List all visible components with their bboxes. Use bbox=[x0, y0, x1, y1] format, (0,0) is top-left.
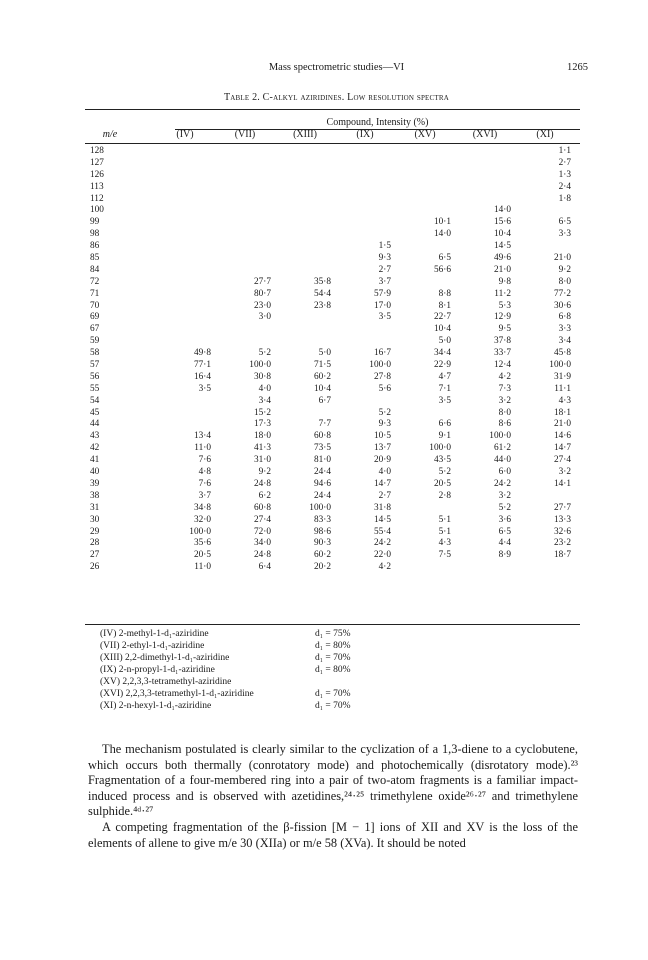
legend-compound-name: (IV) 2-methyl-1-d₁-aziridine bbox=[100, 629, 209, 639]
intensity-cell: 8·0 bbox=[498, 407, 511, 418]
intensity-cell: 60·2 bbox=[313, 550, 331, 561]
intensity-cell: 14·7 bbox=[373, 478, 391, 489]
intensity-cell: 21·0 bbox=[553, 419, 571, 430]
table-row bbox=[85, 348, 580, 360]
intensity-cell: 17·3 bbox=[253, 419, 271, 430]
intensity-cell: 9·8 bbox=[498, 276, 511, 287]
intensity-cell: 27·8 bbox=[373, 371, 391, 382]
compound-legend bbox=[100, 628, 520, 712]
mz-cell: 112 bbox=[90, 193, 104, 204]
intensity-cell: 15·2 bbox=[253, 407, 271, 418]
mz-cell: 54 bbox=[90, 395, 100, 406]
intensity-cell: 24·4 bbox=[313, 490, 331, 501]
mz-cell: 58 bbox=[90, 348, 100, 359]
intensity-cell: 18·1 bbox=[553, 407, 571, 418]
intensity-cell: 23·0 bbox=[253, 300, 271, 311]
mz-cell: 72 bbox=[90, 276, 100, 287]
intensity-cell: 3·6 bbox=[498, 514, 511, 525]
intensity-cell: 31·9 bbox=[553, 371, 571, 382]
legend-deuterium-content: d₁ = 70% bbox=[315, 701, 351, 711]
intensity-cell: 10·4 bbox=[493, 229, 511, 240]
intensity-cell: 14·5 bbox=[493, 241, 511, 252]
intensity-cell: 1·1 bbox=[558, 146, 571, 156]
intensity-cell: 23·2 bbox=[553, 538, 571, 549]
intensity-cell: 3·2 bbox=[498, 490, 511, 501]
intensity-cell: 9·5 bbox=[498, 324, 511, 335]
intensity-cell: 6·7 bbox=[318, 395, 331, 406]
legend-entry bbox=[100, 664, 520, 676]
column-header: (XIII) bbox=[293, 129, 317, 140]
mz-cell: 113 bbox=[90, 181, 104, 192]
intensity-cell: 2·7 bbox=[378, 264, 391, 275]
intensity-cell: 60·8 bbox=[313, 431, 331, 442]
table-row bbox=[85, 229, 580, 241]
intensity-cell: 4·8 bbox=[198, 467, 211, 478]
table-row bbox=[85, 479, 580, 491]
legend-entry bbox=[100, 676, 520, 688]
mz-cell: 45 bbox=[90, 407, 100, 418]
intensity-cell: 43·5 bbox=[433, 455, 451, 466]
intensity-cell: 7·6 bbox=[198, 478, 211, 489]
intensity-cell: 98·6 bbox=[313, 526, 331, 537]
intensity-cell: 27·7 bbox=[253, 276, 271, 287]
legend-entry bbox=[100, 640, 520, 652]
intensity-cell: 9·1 bbox=[438, 431, 451, 442]
legend-entry bbox=[100, 700, 520, 712]
mz-cell: 126 bbox=[90, 169, 104, 180]
intensity-cell: 72·0 bbox=[253, 526, 271, 537]
table-row bbox=[85, 336, 580, 348]
table-row bbox=[85, 515, 580, 527]
intensity-cell: 8·1 bbox=[438, 300, 451, 311]
table-row bbox=[85, 550, 580, 562]
intensity-cell: 11·0 bbox=[194, 562, 211, 573]
intensity-cell: 24·4 bbox=[313, 467, 331, 478]
intensity-cell: 2·7 bbox=[558, 157, 571, 168]
mz-cell: 59 bbox=[90, 336, 100, 347]
intensity-cell: 60·8 bbox=[253, 502, 271, 513]
intensity-cell: 3·7 bbox=[378, 276, 391, 287]
intensity-cell: 27·4 bbox=[253, 514, 271, 525]
table-row bbox=[85, 455, 580, 467]
intensity-cell: 41·3 bbox=[253, 443, 271, 454]
table-row bbox=[85, 146, 580, 158]
intensity-cell: 100·0 bbox=[369, 360, 391, 371]
table-row bbox=[85, 491, 580, 503]
intensity-cell: 13·7 bbox=[373, 443, 391, 454]
intensity-cell: 34·4 bbox=[433, 348, 451, 359]
legend-deuterium-content: d₁ = 70% bbox=[315, 653, 351, 663]
intensity-cell: 34·8 bbox=[193, 502, 211, 513]
intensity-cell: 1·3 bbox=[558, 169, 571, 180]
legend-deuterium-content: d₁ = 70% bbox=[315, 689, 351, 699]
table-row bbox=[85, 265, 580, 277]
intensity-cell: 3·3 bbox=[558, 229, 571, 240]
intensity-cell: 60·2 bbox=[313, 371, 331, 382]
table-row bbox=[85, 562, 580, 574]
table-row bbox=[85, 253, 580, 265]
paragraph: A competing fragmentation of the β-fission [M − 1] ions of XII and XV is the loss of the elements of allene to give m/e 30 (XIIa) or m/e 58 (XVa). It should be noted bbox=[88, 819, 578, 850]
intensity-cell: 3·4 bbox=[558, 336, 571, 347]
intensity-cell: 49·8 bbox=[193, 348, 211, 359]
intensity-cell: 5·0 bbox=[438, 336, 451, 347]
intensity-cell: 6·5 bbox=[438, 253, 451, 264]
page-number: 1265 bbox=[567, 62, 588, 73]
intensity-cell: 7·6 bbox=[198, 455, 211, 466]
intensity-cell: 21·0 bbox=[493, 264, 511, 275]
intensity-cell: 37·8 bbox=[493, 336, 511, 347]
intensity-cell: 100·0 bbox=[429, 443, 451, 454]
intensity-cell: 100·0 bbox=[189, 526, 211, 537]
intensity-cell: 5·3 bbox=[498, 300, 511, 311]
mz-cell: 70 bbox=[90, 300, 100, 311]
intensity-cell: 5·6 bbox=[378, 383, 391, 394]
table-row bbox=[85, 360, 580, 372]
mz-cell: 42 bbox=[90, 443, 100, 454]
intensity-cell: 11·0 bbox=[194, 443, 211, 454]
intensity-cell: 7·5 bbox=[438, 550, 451, 561]
intensity-cell: 3·5 bbox=[198, 383, 211, 394]
intensity-cell: 18·7 bbox=[553, 550, 571, 561]
body-text bbox=[88, 742, 578, 851]
mz-cell: 39 bbox=[90, 478, 100, 489]
mz-cell: 40 bbox=[90, 467, 100, 478]
intensity-cell: 12·4 bbox=[493, 360, 511, 371]
mz-cell: 67 bbox=[90, 324, 100, 335]
table-row bbox=[85, 384, 580, 396]
table-row bbox=[85, 372, 580, 384]
mz-cell: 44 bbox=[90, 419, 100, 430]
intensity-cell: 4·3 bbox=[558, 395, 571, 406]
intensity-cell: 14·7 bbox=[553, 443, 571, 454]
table-top-rule bbox=[85, 109, 580, 110]
intensity-cell: 24·8 bbox=[253, 478, 271, 489]
intensity-cell: 32·0 bbox=[193, 514, 211, 525]
intensity-cell: 11·2 bbox=[494, 288, 511, 299]
table-spanner-heading: Compound, Intensity (%) bbox=[326, 117, 429, 128]
table-header-rule bbox=[85, 143, 580, 144]
mz-cell: 27 bbox=[90, 550, 100, 561]
intensity-cell: 24·2 bbox=[493, 478, 511, 489]
intensity-cell: 14·5 bbox=[373, 514, 391, 525]
intensity-cell: 20·5 bbox=[193, 550, 211, 561]
intensity-cell: 23·8 bbox=[313, 300, 331, 311]
mz-cell: 31 bbox=[90, 502, 100, 513]
table-row bbox=[85, 312, 580, 324]
intensity-cell: 71·5 bbox=[313, 360, 331, 371]
table-row bbox=[85, 217, 580, 229]
intensity-cell: 10·5 bbox=[373, 431, 391, 442]
mz-cell: 30 bbox=[90, 514, 100, 525]
table-row bbox=[85, 431, 580, 443]
intensity-cell: 1·5 bbox=[378, 241, 391, 252]
mz-cell: 38 bbox=[90, 490, 100, 501]
table-row bbox=[85, 158, 580, 170]
mz-cell: 127 bbox=[90, 157, 104, 168]
table-row bbox=[85, 194, 580, 206]
intensity-cell: 20·5 bbox=[433, 478, 451, 489]
intensity-cell: 31·8 bbox=[373, 502, 391, 513]
intensity-cell: 3·5 bbox=[378, 312, 391, 323]
intensity-cell: 3·4 bbox=[258, 395, 271, 406]
intensity-cell: 34·0 bbox=[253, 538, 271, 549]
mz-cell: 55 bbox=[90, 383, 100, 394]
table-row bbox=[85, 503, 580, 515]
intensity-cell: 1·8 bbox=[558, 193, 571, 204]
column-header: (IX) bbox=[356, 129, 374, 140]
intensity-cell: 4·3 bbox=[438, 538, 451, 549]
intensity-cell: 9·3 bbox=[378, 253, 391, 264]
intensity-cell: 77·2 bbox=[553, 288, 571, 299]
intensity-cell: 6·5 bbox=[498, 526, 511, 537]
intensity-cell: 3·0 bbox=[258, 312, 271, 323]
legend-compound-name: (XV) 2,2,3,3-tetramethyl-aziridine bbox=[100, 677, 232, 687]
intensity-cell: 27·7 bbox=[553, 502, 571, 513]
intensity-cell: 9·3 bbox=[378, 419, 391, 430]
mz-cell: 128 bbox=[90, 146, 104, 156]
legend-deuterium-content: d₁ = 75% bbox=[315, 629, 351, 639]
intensity-cell: 16·4 bbox=[193, 371, 211, 382]
intensity-cell: 5·1 bbox=[438, 514, 451, 525]
intensity-cell: 18·0 bbox=[253, 431, 271, 442]
table-row bbox=[85, 301, 580, 313]
intensity-cell: 3·3 bbox=[558, 324, 571, 335]
running-header bbox=[85, 62, 588, 76]
column-header: (VII) bbox=[234, 129, 256, 140]
intensity-cell: 16·7 bbox=[373, 348, 391, 359]
intensity-cell: 9·2 bbox=[558, 264, 571, 275]
mz-cell: 71 bbox=[90, 288, 100, 299]
intensity-cell: 4·7 bbox=[438, 371, 451, 382]
intensity-cell: 22·7 bbox=[433, 312, 451, 323]
legend-compound-name: (XVI) 2,2,3,3-tetramethyl-1-d₁-aziridine bbox=[100, 689, 254, 699]
intensity-cell: 5·2 bbox=[258, 348, 271, 359]
intensity-cell: 6·8 bbox=[558, 312, 571, 323]
intensity-cell: 11·1 bbox=[554, 383, 571, 394]
table-row bbox=[85, 396, 580, 408]
intensity-cell: 9·2 bbox=[258, 467, 271, 478]
intensity-cell: 14·1 bbox=[553, 478, 571, 489]
intensity-cell: 100·0 bbox=[249, 360, 271, 371]
legend-deuterium-content: d₁ = 80% bbox=[315, 641, 351, 651]
intensity-cell: 100·0 bbox=[309, 502, 331, 513]
intensity-cell: 100·0 bbox=[489, 431, 511, 442]
intensity-cell: 35·8 bbox=[313, 276, 331, 287]
intensity-cell: 5·2 bbox=[378, 407, 391, 418]
intensity-cell: 30·6 bbox=[553, 300, 571, 311]
intensity-cell: 5·0 bbox=[318, 348, 331, 359]
table-row bbox=[85, 467, 580, 479]
intensity-cell: 10·4 bbox=[313, 383, 331, 394]
intensity-cell: 2·7 bbox=[378, 490, 391, 501]
mz-cell: 84 bbox=[90, 264, 100, 275]
intensity-cell: 81·0 bbox=[313, 455, 331, 466]
intensity-cell: 24·8 bbox=[253, 550, 271, 561]
intensity-cell: 20·2 bbox=[313, 562, 331, 573]
intensity-cell: 22·9 bbox=[433, 360, 451, 371]
table-row bbox=[85, 205, 580, 217]
intensity-cell: 20·9 bbox=[373, 455, 391, 466]
table-body bbox=[85, 146, 580, 574]
legend-entry bbox=[100, 628, 520, 640]
intensity-cell: 7·3 bbox=[498, 383, 511, 394]
intensity-cell: 13·4 bbox=[193, 431, 211, 442]
intensity-cell: 30·8 bbox=[253, 371, 271, 382]
intensity-cell: 80·7 bbox=[253, 288, 271, 299]
column-header: (XV) bbox=[414, 129, 436, 140]
intensity-cell: 4·0 bbox=[258, 383, 271, 394]
intensity-cell: 8·8 bbox=[438, 288, 451, 299]
legend-compound-name: (XIII) 2,2-dimethyl-1-d₁-aziridine bbox=[100, 653, 230, 663]
intensity-cell: 22·0 bbox=[373, 550, 391, 561]
intensity-cell: 3·5 bbox=[438, 395, 451, 406]
intensity-cell: 4·2 bbox=[498, 371, 511, 382]
legend-compound-name: (VII) 2-ethyl-1-d₁-aziridine bbox=[100, 641, 205, 651]
mz-cell: 86 bbox=[90, 241, 100, 252]
table-row bbox=[85, 170, 580, 182]
intensity-cell: 8·0 bbox=[558, 276, 571, 287]
legend-deuterium-content: d₁ = 80% bbox=[315, 665, 351, 675]
column-header: (XI) bbox=[536, 129, 554, 140]
mz-cell: 98 bbox=[90, 229, 100, 240]
table-row bbox=[85, 182, 580, 194]
intensity-cell: 73·5 bbox=[313, 443, 331, 454]
intensity-cell: 5·2 bbox=[438, 467, 451, 478]
intensity-cell: 13·3 bbox=[553, 514, 571, 525]
intensity-cell: 31·0 bbox=[253, 455, 271, 466]
intensity-cell: 21·0 bbox=[553, 253, 571, 264]
intensity-cell: 6·6 bbox=[438, 419, 451, 430]
mz-cell: 100 bbox=[90, 205, 104, 216]
intensity-cell: 8·9 bbox=[498, 550, 511, 561]
table-row bbox=[85, 277, 580, 289]
table-row bbox=[85, 419, 580, 431]
table-row bbox=[85, 538, 580, 550]
intensity-cell: 27·4 bbox=[553, 455, 571, 466]
intensity-cell: 33·7 bbox=[493, 348, 511, 359]
intensity-cell: 3·2 bbox=[498, 395, 511, 406]
table-row bbox=[85, 289, 580, 301]
mz-cell: 57 bbox=[90, 360, 100, 371]
column-header: (XVI) bbox=[472, 129, 498, 140]
intensity-cell: 83·3 bbox=[313, 514, 331, 525]
intensity-cell: 24·2 bbox=[373, 538, 391, 549]
intensity-cell: 3·2 bbox=[558, 467, 571, 478]
intensity-cell: 77·1 bbox=[193, 360, 211, 371]
intensity-cell: 49·6 bbox=[493, 253, 511, 264]
mz-cell: 99 bbox=[90, 217, 100, 228]
intensity-cell: 57·9 bbox=[373, 288, 391, 299]
mz-cell: 26 bbox=[90, 562, 100, 573]
intensity-cell: 6·2 bbox=[258, 490, 271, 501]
intensity-cell: 94·6 bbox=[313, 478, 331, 489]
legend-entry bbox=[100, 652, 520, 664]
running-title: Mass spectrometric studies—VI bbox=[268, 62, 405, 73]
intensity-cell: 2·8 bbox=[438, 490, 451, 501]
intensity-cell: 35·6 bbox=[193, 538, 211, 549]
paragraph: The mechanism postulated is clearly similar to the cyclization of a 1,3-diene to a cyclobutene, which occurs both thermally (conrotatory mode) and photochemically (disrotatory mode).²³ Fragmentation of a four-membered ring into a pair of two-atom fragments is a familiar impact-induced process and is observed with azetidines,²⁴·²⁵ trimethylene oxide²⁶·²⁷ and trimethylene sulphide.⁴ᵈ·²⁷ bbox=[88, 742, 578, 819]
intensity-cell: 12·9 bbox=[493, 312, 511, 323]
intensity-cell: 45·8 bbox=[553, 348, 571, 359]
intensity-cell: 56·6 bbox=[433, 264, 451, 275]
intensity-cell: 10·4 bbox=[433, 324, 451, 335]
intensity-cell: 7·1 bbox=[438, 383, 451, 394]
intensity-cell: 61·2 bbox=[493, 443, 511, 454]
intensity-cell: 15·6 bbox=[493, 217, 511, 228]
intensity-cell: 6·5 bbox=[558, 217, 571, 228]
mz-cell: 56 bbox=[90, 371, 100, 382]
intensity-cell: 10·1 bbox=[433, 217, 451, 228]
intensity-cell: 14·0 bbox=[493, 205, 511, 216]
intensity-cell: 5·1 bbox=[438, 526, 451, 537]
intensity-cell: 14·0 bbox=[433, 229, 451, 240]
intensity-cell: 44·0 bbox=[493, 455, 511, 466]
column-header-mz: m/e bbox=[102, 129, 118, 140]
intensity-cell: 3·7 bbox=[198, 490, 211, 501]
table-row bbox=[85, 443, 580, 455]
intensity-cell: 90·3 bbox=[313, 538, 331, 549]
table-row bbox=[85, 408, 580, 420]
table-row bbox=[85, 324, 580, 336]
legend-entry bbox=[100, 688, 520, 700]
intensity-cell: 4·2 bbox=[378, 562, 391, 573]
legend-compound-name: (IX) 2-n-propyl-1-d₁-aziridine bbox=[100, 665, 215, 675]
table-caption: Table 2. C-alkyl aziridines. Low resolution spectra bbox=[223, 92, 450, 103]
mz-cell: 69 bbox=[90, 312, 100, 323]
legend-compound-name: (XI) 2-n-hexyl-1-d₁-aziridine bbox=[100, 701, 212, 711]
intensity-cell: 6·0 bbox=[498, 467, 511, 478]
intensity-cell: 17·0 bbox=[373, 300, 391, 311]
intensity-cell: 55·4 bbox=[373, 526, 391, 537]
intensity-cell: 7·7 bbox=[318, 419, 331, 430]
mz-cell: 28 bbox=[90, 538, 100, 549]
intensity-cell: 2·4 bbox=[558, 181, 571, 192]
intensity-cell: 6·4 bbox=[258, 562, 271, 573]
mz-cell: 85 bbox=[90, 253, 100, 264]
intensity-cell: 8·6 bbox=[498, 419, 511, 430]
table-bottom-rule bbox=[85, 624, 580, 625]
table-row bbox=[85, 527, 580, 539]
column-header: (IV) bbox=[176, 129, 194, 140]
intensity-cell: 4·4 bbox=[498, 538, 511, 549]
intensity-cell: 100·0 bbox=[549, 360, 571, 371]
intensity-cell: 32·6 bbox=[553, 526, 571, 537]
intensity-cell: 14·6 bbox=[553, 431, 571, 442]
intensity-cell: 5·2 bbox=[498, 502, 511, 513]
intensity-cell: 4·0 bbox=[378, 467, 391, 478]
mz-cell: 41 bbox=[90, 455, 100, 466]
mz-cell: 29 bbox=[90, 526, 100, 537]
intensity-cell: 54·4 bbox=[313, 288, 331, 299]
mz-cell: 43 bbox=[90, 431, 100, 442]
table-row bbox=[85, 241, 580, 253]
